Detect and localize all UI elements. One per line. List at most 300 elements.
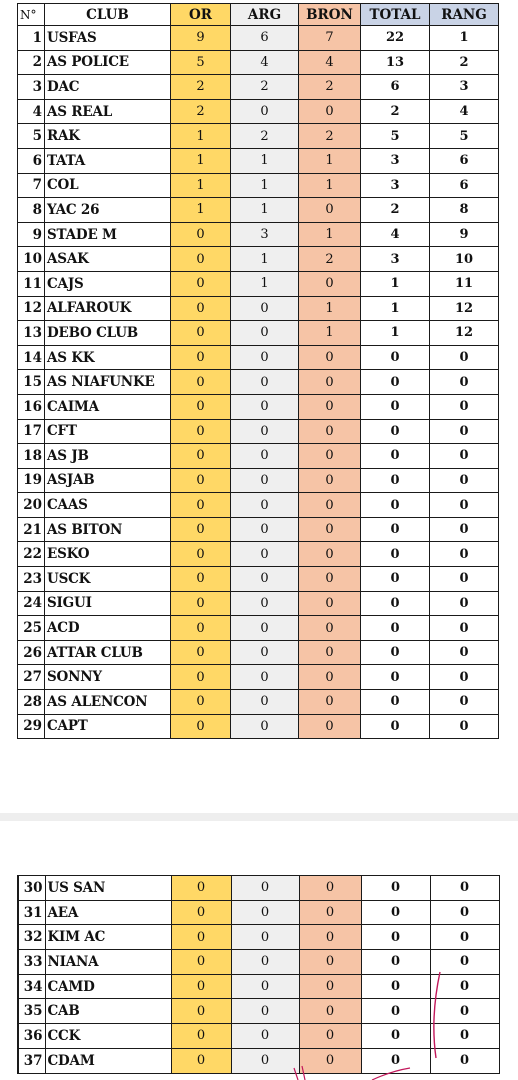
table-row <box>18 26 499 51</box>
total-count: 0 <box>361 665 430 690</box>
rank-value: 0 <box>430 1048 499 1073</box>
table-row <box>18 345 499 370</box>
row-number: 25 <box>18 616 45 641</box>
gold-count: 0 <box>171 542 231 567</box>
medal-table-page-2 <box>17 875 500 1074</box>
club-name: AS NIAFUNKE <box>45 370 171 395</box>
silver-count: 0 <box>231 950 299 975</box>
bronze-count: 0 <box>299 900 361 925</box>
gold-count: 0 <box>171 493 231 518</box>
bronze-count: 0 <box>299 370 361 395</box>
silver-count: 0 <box>231 974 299 999</box>
bronze-count: 1 <box>299 296 361 321</box>
row-number: 11 <box>18 271 45 296</box>
gold-count: 0 <box>171 394 231 419</box>
club-name: CAB <box>45 999 171 1024</box>
total-count: 0 <box>361 370 430 395</box>
club-name: DEBO CLUB <box>45 321 171 346</box>
bronze-count: 1 <box>299 148 361 173</box>
rank-value: 0 <box>430 999 499 1024</box>
total-count: 0 <box>361 950 430 975</box>
row-number: 29 <box>18 714 45 739</box>
silver-count: 0 <box>231 1048 299 1073</box>
rank-value: 0 <box>430 591 499 616</box>
club-name: ASAK <box>45 247 171 272</box>
club-name: YAC 26 <box>45 198 171 223</box>
gold-count: 0 <box>171 999 231 1024</box>
table-row <box>18 542 499 567</box>
row-number: 26 <box>18 640 45 665</box>
total-count: 1 <box>361 296 430 321</box>
row-number: 37 <box>18 1048 45 1073</box>
medal-table-page-1 <box>17 3 499 739</box>
row-number: 5 <box>18 124 45 149</box>
bronze-count: 0 <box>299 198 361 223</box>
bronze-count: 0 <box>299 419 361 444</box>
club-name: DAC <box>45 75 171 100</box>
silver-count: 1 <box>231 148 299 173</box>
silver-count: 0 <box>231 690 299 715</box>
header-club: CLUB <box>45 4 171 26</box>
gold-count: 1 <box>171 124 231 149</box>
gold-count: 0 <box>171 222 231 247</box>
silver-count: 0 <box>231 876 299 901</box>
bronze-count: 0 <box>299 99 361 124</box>
total-count: 0 <box>361 876 430 901</box>
rank-value: 0 <box>430 345 499 370</box>
row-number: 28 <box>18 690 45 715</box>
gold-count: 0 <box>171 517 231 542</box>
silver-count: 1 <box>231 198 299 223</box>
rank-value: 6 <box>430 148 499 173</box>
table-row <box>18 999 499 1024</box>
table-row <box>18 370 499 395</box>
header-bronze: BRON <box>299 4 361 26</box>
club-name: ATTAR CLUB <box>45 640 171 665</box>
row-number: 2 <box>18 50 45 75</box>
bronze-count: 0 <box>299 950 361 975</box>
bronze-count: 0 <box>299 974 361 999</box>
rank-value: 6 <box>430 173 499 198</box>
table-row <box>18 124 499 149</box>
row-number: 19 <box>18 468 45 493</box>
silver-count: 0 <box>231 419 299 444</box>
table-row <box>18 173 499 198</box>
bronze-count: 0 <box>299 394 361 419</box>
bronze-count: 0 <box>299 542 361 567</box>
table-row <box>18 493 499 518</box>
rank-value: 0 <box>430 370 499 395</box>
table-row <box>18 198 499 223</box>
table-row <box>18 222 499 247</box>
bronze-count: 0 <box>299 271 361 296</box>
total-count: 5 <box>361 124 430 149</box>
table-row <box>18 616 499 641</box>
rank-value: 0 <box>430 444 499 469</box>
silver-count: 4 <box>231 50 299 75</box>
gold-count: 0 <box>171 1048 231 1073</box>
bronze-count: 0 <box>299 640 361 665</box>
total-count: 0 <box>361 345 430 370</box>
gold-count: 1 <box>171 198 231 223</box>
row-number: 8 <box>18 198 45 223</box>
table-row <box>18 517 499 542</box>
table-row <box>18 591 499 616</box>
bronze-count: 0 <box>299 876 361 901</box>
header-number: N° <box>18 4 45 26</box>
gold-count: 9 <box>171 26 231 51</box>
rank-value: 0 <box>430 517 499 542</box>
club-name: CAAS <box>45 493 171 518</box>
bronze-count: 0 <box>299 345 361 370</box>
table-row <box>18 75 499 100</box>
club-name: AS REAL <box>45 99 171 124</box>
row-number: 30 <box>18 876 45 901</box>
bronze-count: 0 <box>299 714 361 739</box>
gold-count: 0 <box>171 925 231 950</box>
bronze-count: 0 <box>299 690 361 715</box>
total-count: 13 <box>361 50 430 75</box>
total-count: 0 <box>361 591 430 616</box>
gold-count: 2 <box>171 75 231 100</box>
silver-count: 0 <box>231 296 299 321</box>
silver-count: 0 <box>231 444 299 469</box>
row-number: 15 <box>18 370 45 395</box>
rank-value: 9 <box>430 222 499 247</box>
gold-count: 0 <box>171 271 231 296</box>
silver-count: 0 <box>231 1024 299 1049</box>
club-name: ACD <box>45 616 171 641</box>
gold-count: 0 <box>171 665 231 690</box>
table-row <box>18 974 499 999</box>
row-number: 14 <box>18 345 45 370</box>
rank-value: 0 <box>430 950 499 975</box>
row-number: 6 <box>18 148 45 173</box>
table-row <box>18 950 499 975</box>
rank-value: 0 <box>430 567 499 592</box>
bronze-count: 0 <box>299 591 361 616</box>
total-count: 0 <box>361 999 430 1024</box>
total-count: 0 <box>361 419 430 444</box>
gold-count: 0 <box>171 567 231 592</box>
silver-count: 0 <box>231 517 299 542</box>
bronze-count: 0 <box>299 925 361 950</box>
gold-count: 0 <box>171 1024 231 1049</box>
gold-count: 0 <box>171 900 231 925</box>
total-count: 3 <box>361 247 430 272</box>
row-number: 3 <box>18 75 45 100</box>
total-count: 0 <box>361 616 430 641</box>
silver-count: 6 <box>231 26 299 51</box>
rank-value: 0 <box>430 616 499 641</box>
table-row <box>18 247 499 272</box>
rank-value: 12 <box>430 321 499 346</box>
rank-value: 0 <box>430 493 499 518</box>
total-count: 1 <box>361 321 430 346</box>
header-gold: OR <box>171 4 231 26</box>
bronze-count: 0 <box>299 665 361 690</box>
rank-value: 12 <box>430 296 499 321</box>
silver-count: 1 <box>231 247 299 272</box>
total-count: 3 <box>361 148 430 173</box>
silver-count: 0 <box>231 900 299 925</box>
club-name: USFAS <box>45 26 171 51</box>
gold-count: 0 <box>171 640 231 665</box>
total-count: 1 <box>361 271 430 296</box>
club-name: CAMD <box>45 974 171 999</box>
row-number: 34 <box>18 974 45 999</box>
header-rank: RANG <box>430 4 499 26</box>
row-number: 32 <box>18 925 45 950</box>
table-row <box>18 1024 499 1049</box>
bronze-count: 1 <box>299 321 361 346</box>
table-row <box>18 321 499 346</box>
gold-count: 0 <box>171 468 231 493</box>
gold-count: 0 <box>171 321 231 346</box>
gold-count: 0 <box>171 370 231 395</box>
silver-count: 0 <box>231 99 299 124</box>
row-number: 36 <box>18 1024 45 1049</box>
silver-count: 0 <box>231 999 299 1024</box>
rank-value: 8 <box>430 198 499 223</box>
total-count: 0 <box>361 640 430 665</box>
gold-count: 0 <box>171 690 231 715</box>
row-number: 16 <box>18 394 45 419</box>
table-row <box>18 271 499 296</box>
club-name: US SAN <box>45 876 171 901</box>
table-row <box>18 900 499 925</box>
table-row <box>18 468 499 493</box>
club-name: SONNY <box>45 665 171 690</box>
bronze-count: 2 <box>299 247 361 272</box>
total-count: 6 <box>361 75 430 100</box>
bronze-count: 0 <box>299 444 361 469</box>
table-row <box>18 567 499 592</box>
row-number: 9 <box>18 222 45 247</box>
silver-count: 0 <box>231 370 299 395</box>
gold-count: 0 <box>171 591 231 616</box>
total-count: 4 <box>361 222 430 247</box>
gold-count: 0 <box>171 444 231 469</box>
total-count: 0 <box>361 468 430 493</box>
bronze-count: 0 <box>299 468 361 493</box>
total-count: 0 <box>361 1048 430 1073</box>
row-number: 18 <box>18 444 45 469</box>
bronze-count: 0 <box>299 1048 361 1073</box>
row-number: 12 <box>18 296 45 321</box>
rank-value: 0 <box>430 925 499 950</box>
row-number: 17 <box>18 419 45 444</box>
club-name: AS ALENCON <box>45 690 171 715</box>
rank-value: 10 <box>430 247 499 272</box>
row-number: 27 <box>18 665 45 690</box>
silver-count: 0 <box>231 542 299 567</box>
rank-value: 11 <box>430 271 499 296</box>
silver-count: 3 <box>231 222 299 247</box>
bronze-count: 0 <box>299 567 361 592</box>
total-count: 2 <box>361 99 430 124</box>
table-row <box>18 419 499 444</box>
silver-count: 0 <box>231 567 299 592</box>
gold-count: 1 <box>171 148 231 173</box>
silver-count: 0 <box>231 714 299 739</box>
silver-count: 0 <box>231 925 299 950</box>
silver-count: 1 <box>231 173 299 198</box>
gold-count: 0 <box>171 974 231 999</box>
bronze-count: 7 <box>299 26 361 51</box>
club-name: AS BITON <box>45 517 171 542</box>
total-count: 0 <box>361 567 430 592</box>
club-name: ESKO <box>45 542 171 567</box>
bronze-count: 0 <box>299 517 361 542</box>
club-name: CDAM <box>45 1048 171 1073</box>
row-number: 33 <box>18 950 45 975</box>
table-row <box>18 714 499 739</box>
row-number: 4 <box>18 99 45 124</box>
total-count: 0 <box>361 714 430 739</box>
total-count: 0 <box>361 394 430 419</box>
club-name: AEA <box>45 900 171 925</box>
bronze-count: 4 <box>299 50 361 75</box>
club-name: ASJAB <box>45 468 171 493</box>
table-row <box>18 665 499 690</box>
header-row <box>18 4 499 26</box>
table-row <box>18 50 499 75</box>
gold-count: 0 <box>171 419 231 444</box>
club-name: TATA <box>45 148 171 173</box>
gold-count: 0 <box>171 714 231 739</box>
total-count: 0 <box>361 925 430 950</box>
table-row <box>18 1048 499 1073</box>
rank-value: 0 <box>430 714 499 739</box>
silver-count: 0 <box>231 616 299 641</box>
gold-count: 0 <box>171 950 231 975</box>
rank-value: 0 <box>430 468 499 493</box>
silver-count: 2 <box>231 124 299 149</box>
gold-count: 2 <box>171 99 231 124</box>
total-count: 2 <box>361 198 430 223</box>
club-name: CCK <box>45 1024 171 1049</box>
header-silver: ARG <box>231 4 299 26</box>
gold-count: 0 <box>171 616 231 641</box>
silver-count: 1 <box>231 271 299 296</box>
bronze-count: 2 <box>299 124 361 149</box>
club-name: STADE M <box>45 222 171 247</box>
total-count: 0 <box>361 493 430 518</box>
gold-count: 5 <box>171 50 231 75</box>
row-number: 22 <box>18 542 45 567</box>
club-name: CFT <box>45 419 171 444</box>
rank-value: 1 <box>430 26 499 51</box>
row-number: 7 <box>18 173 45 198</box>
club-name: AS JB <box>45 444 171 469</box>
club-name: AS POLICE <box>45 50 171 75</box>
club-name: CAJS <box>45 271 171 296</box>
total-count: 0 <box>361 900 430 925</box>
rank-value: 0 <box>430 640 499 665</box>
gold-count: 1 <box>171 173 231 198</box>
club-name: KIM AC <box>45 925 171 950</box>
club-name: CAIMA <box>45 394 171 419</box>
club-name: ALFAROUK <box>45 296 171 321</box>
rank-value: 5 <box>430 124 499 149</box>
silver-count: 0 <box>231 591 299 616</box>
silver-count: 0 <box>231 493 299 518</box>
club-name: CAPT <box>45 714 171 739</box>
rank-value: 2 <box>430 50 499 75</box>
club-name: NIANA <box>45 950 171 975</box>
total-count: 3 <box>361 173 430 198</box>
row-number: 1 <box>18 26 45 51</box>
club-name: USCK <box>45 567 171 592</box>
row-number: 13 <box>18 321 45 346</box>
total-count: 0 <box>361 542 430 567</box>
page-divider <box>0 813 518 821</box>
table-row <box>18 640 499 665</box>
rank-value: 4 <box>430 99 499 124</box>
total-count: 0 <box>361 1024 430 1049</box>
table-row <box>18 148 499 173</box>
rank-value: 3 <box>430 75 499 100</box>
gold-count: 0 <box>171 247 231 272</box>
rank-value: 0 <box>430 1024 499 1049</box>
row-number: 24 <box>18 591 45 616</box>
table-row <box>18 690 499 715</box>
bronze-count: 0 <box>299 999 361 1024</box>
row-number: 21 <box>18 517 45 542</box>
club-name: RAK <box>45 124 171 149</box>
bronze-count: 1 <box>299 222 361 247</box>
row-number: 23 <box>18 567 45 592</box>
club-name: AS KK <box>45 345 171 370</box>
club-name: COL <box>45 173 171 198</box>
rank-value: 0 <box>430 542 499 567</box>
bronze-count: 0 <box>299 616 361 641</box>
rank-value: 0 <box>430 665 499 690</box>
silver-count: 0 <box>231 468 299 493</box>
silver-count: 0 <box>231 321 299 346</box>
silver-count: 0 <box>231 345 299 370</box>
total-count: 0 <box>361 690 430 715</box>
total-count: 0 <box>361 517 430 542</box>
row-number: 20 <box>18 493 45 518</box>
total-count: 0 <box>361 974 430 999</box>
club-name: SIGUI <box>45 591 171 616</box>
silver-count: 0 <box>231 640 299 665</box>
row-number: 10 <box>18 247 45 272</box>
total-count: 0 <box>361 444 430 469</box>
gold-count: 0 <box>171 345 231 370</box>
rank-value: 0 <box>430 876 499 901</box>
total-count: 22 <box>361 26 430 51</box>
rank-value: 0 <box>430 690 499 715</box>
table-row <box>18 925 499 950</box>
gold-count: 0 <box>171 876 231 901</box>
rank-value: 0 <box>430 900 499 925</box>
gold-count: 0 <box>171 296 231 321</box>
header-total: TOTAL <box>361 4 430 26</box>
row-number: 35 <box>18 999 45 1024</box>
table-row <box>18 99 499 124</box>
rank-value: 0 <box>430 394 499 419</box>
table-row <box>18 394 499 419</box>
bronze-count: 0 <box>299 493 361 518</box>
rank-value: 0 <box>430 419 499 444</box>
table-row <box>18 444 499 469</box>
table-row <box>18 296 499 321</box>
bronze-count: 0 <box>299 1024 361 1049</box>
row-number: 31 <box>18 900 45 925</box>
